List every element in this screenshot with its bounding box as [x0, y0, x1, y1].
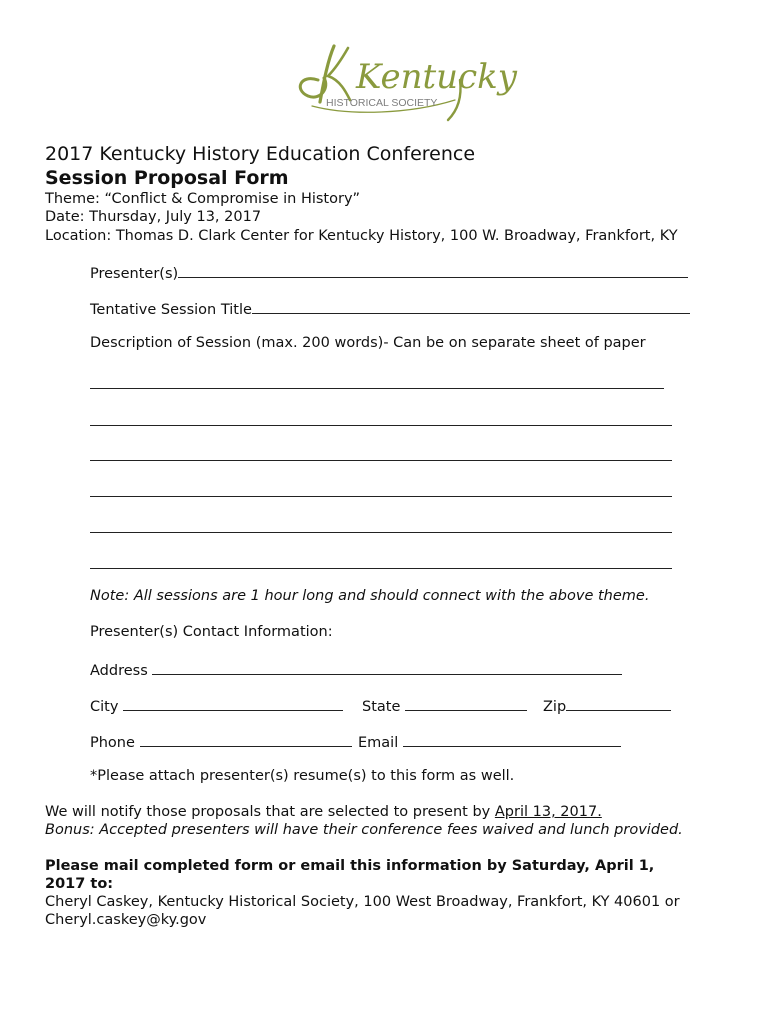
- form-title: Session Proposal Form: [45, 167, 289, 189]
- mailing-address: Cheryl Caskey, Kentucky Historical Society, 100 West Broadway, Frankfort, KY 40601 or: [45, 894, 680, 910]
- mail-instruction-line-1: Please mail completed form or email this information by Saturday, April 1,: [45, 858, 655, 874]
- contact-email[interactable]: Cheryl.caskey@ky.gov: [45, 912, 207, 928]
- description-line[interactable]: [90, 425, 672, 426]
- session-title-blank[interactable]: [252, 299, 690, 314]
- phone-blank[interactable]: [140, 732, 352, 747]
- description-label: Description of Session (max. 200 words)- Can be on separate sheet of paper: [90, 335, 646, 351]
- state-label: State: [362, 699, 401, 715]
- contact-heading: Presenter(s) Contact Information:: [90, 624, 333, 640]
- zip-blank[interactable]: [566, 696, 671, 711]
- city-field[interactable]: [90, 696, 343, 715]
- description-line[interactable]: [90, 496, 672, 497]
- date-line: Date: Thursday, July 13, 2017: [45, 209, 262, 225]
- notify-text: We will notify those proposals that are selected to present by: [45, 804, 495, 820]
- address-field[interactable]: [90, 660, 622, 679]
- state-blank[interactable]: [405, 696, 527, 711]
- theme-line: Theme: “Conflict & Compromise in History”: [45, 191, 361, 207]
- description-line[interactable]: [90, 568, 672, 569]
- city-label: City: [90, 699, 119, 715]
- attach-note: *Please attach presenter(s) resume(s) to this form as well.: [90, 768, 515, 784]
- zip-label: Zip: [543, 699, 567, 715]
- notify-line: [45, 804, 602, 820]
- state-field[interactable]: [362, 696, 527, 715]
- phone-label: Phone: [90, 735, 135, 751]
- logo-caption: HISTORICAL SOCIETY: [326, 97, 438, 109]
- session-note: Note: All sessions are 1 hour long and should connect with the above theme.: [90, 588, 650, 604]
- presenters-field[interactable]: [90, 263, 688, 282]
- presenters-label: Presenter(s): [90, 266, 179, 282]
- kentucky-historical-society-logo: [290, 40, 517, 122]
- session-title-field[interactable]: [90, 299, 690, 318]
- email-label: Email: [358, 735, 399, 751]
- description-line[interactable]: [90, 532, 672, 533]
- location-line: Location: Thomas D. Clark Center for Kentucky History, 100 W. Broadway, Frankfort, KY: [45, 228, 678, 244]
- phone-field[interactable]: [90, 732, 352, 751]
- presenters-blank[interactable]: [178, 263, 688, 278]
- email-field[interactable]: [358, 732, 621, 751]
- notify-date: April 13, 2017.: [494, 804, 602, 820]
- zip-field[interactable]: [543, 696, 671, 715]
- session-title-label: Tentative Session Title: [90, 302, 252, 318]
- description-line[interactable]: [90, 388, 664, 389]
- mail-instruction-line-2: 2017 to:: [45, 876, 114, 892]
- address-label: Address: [90, 663, 148, 679]
- description-line[interactable]: [90, 460, 672, 461]
- email-blank[interactable]: [403, 732, 621, 747]
- city-blank[interactable]: [123, 696, 343, 711]
- conference-title: 2017 Kentucky History Education Conference: [45, 143, 476, 165]
- bonus-line: Bonus: Accepted presenters will have their conference fees waived and lunch provided.: [45, 822, 683, 838]
- address-blank[interactable]: [152, 660, 622, 675]
- logo-script-text: Kentucky: [356, 57, 517, 97]
